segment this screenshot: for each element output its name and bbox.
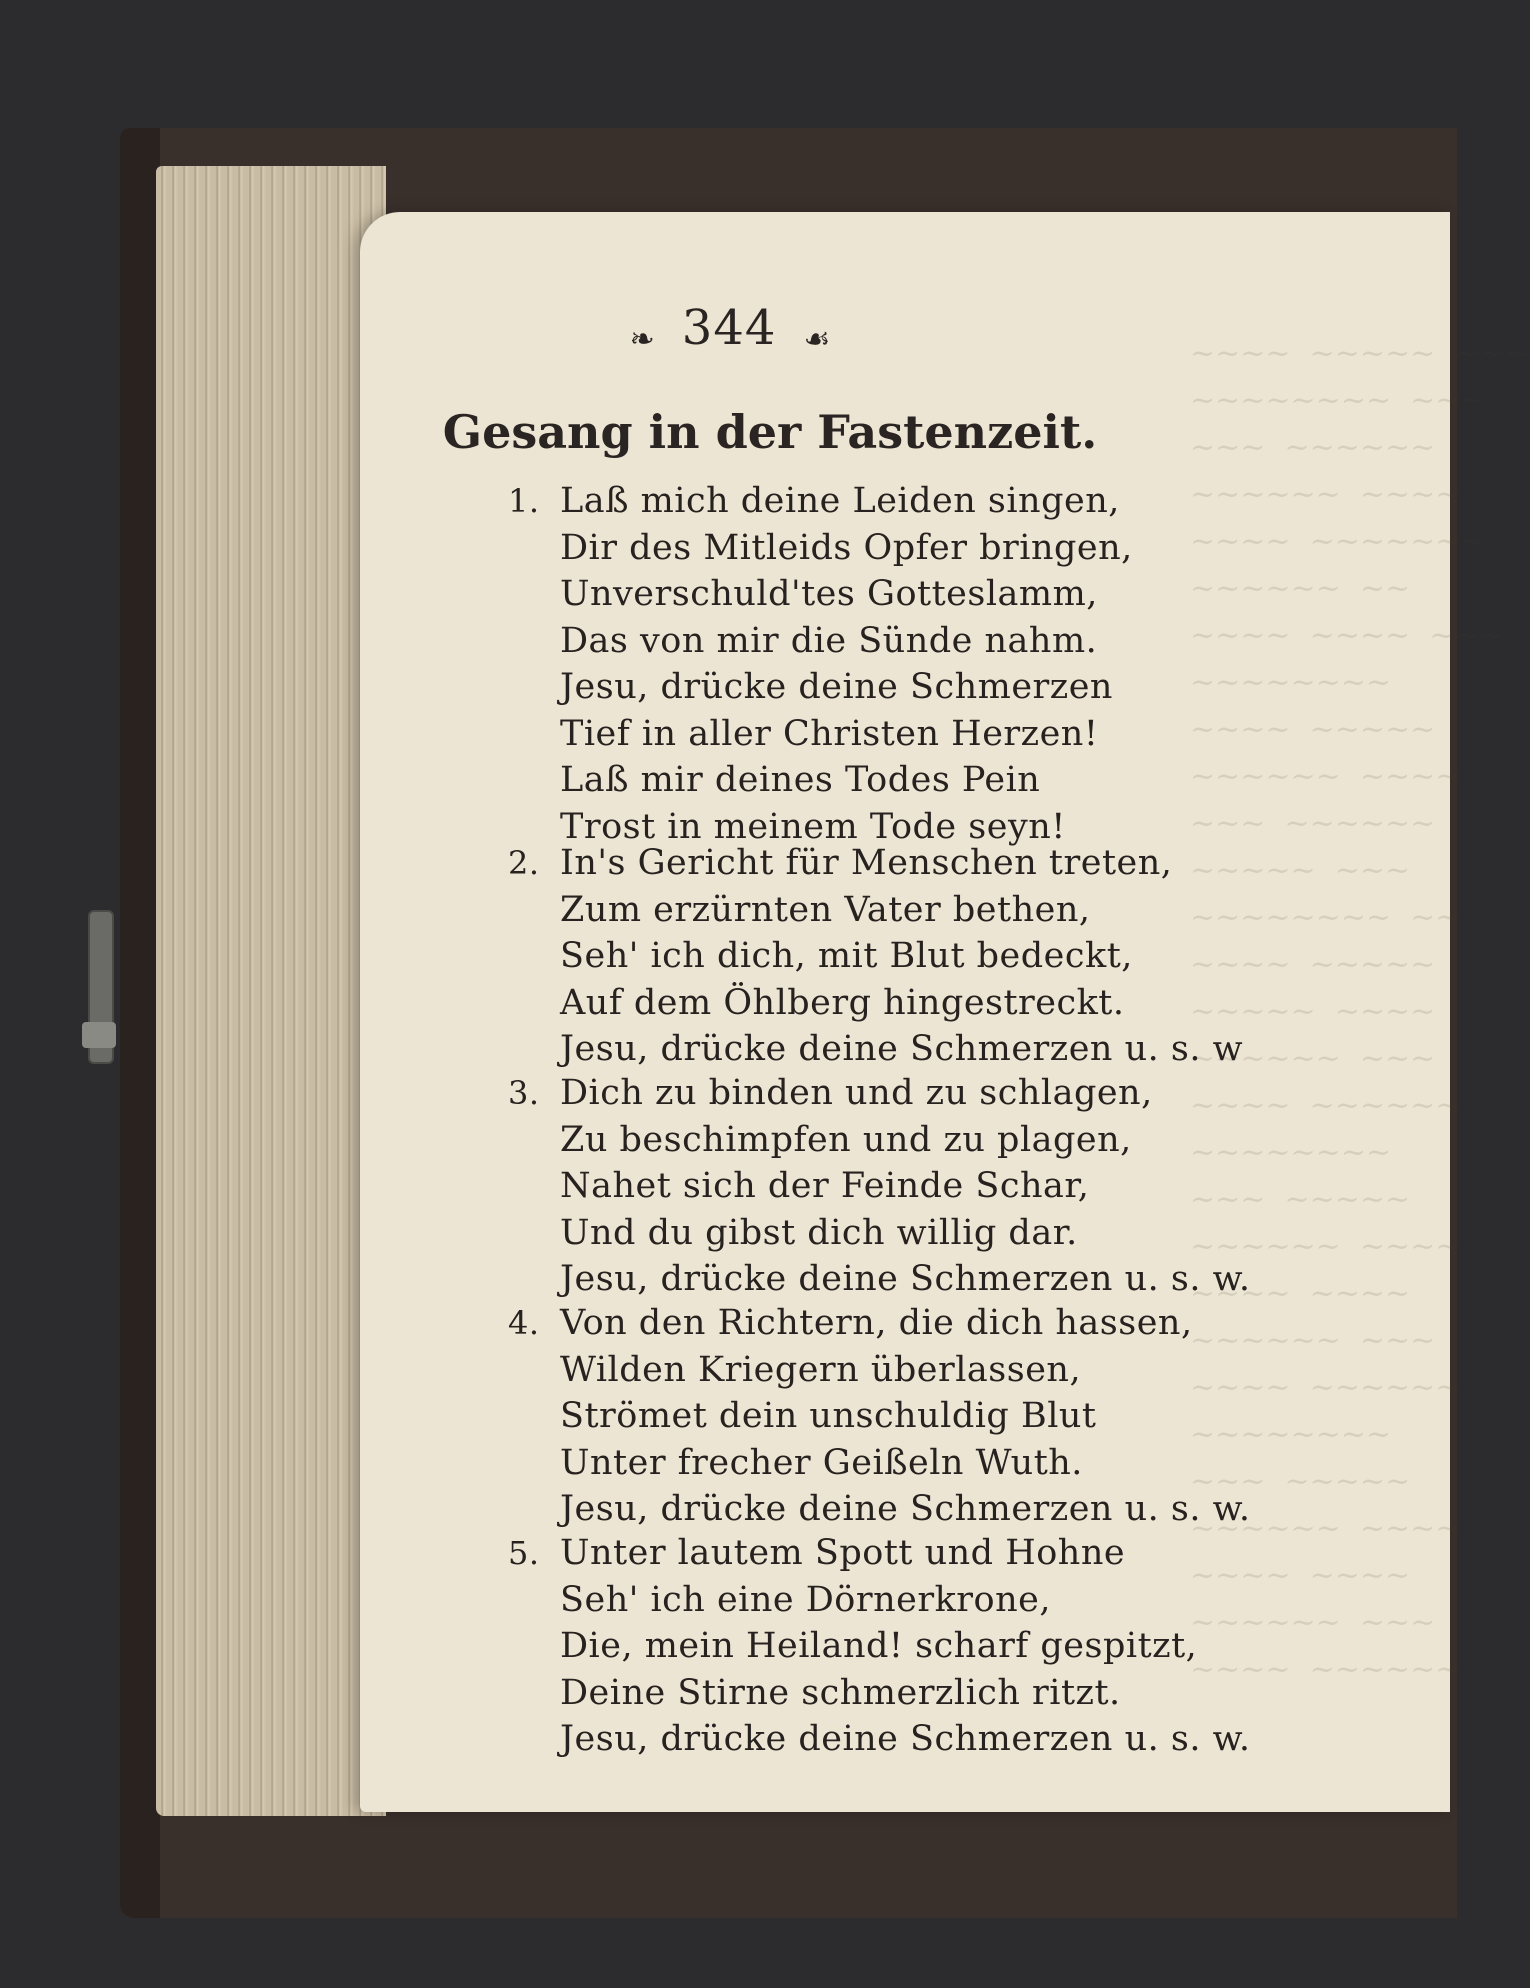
verse-line: Dir des Mitleids Opfer bringen, [560, 527, 1133, 568]
verse-line: Unverschuld'tes Gotteslamm, [560, 574, 1098, 614]
show-through-text: ~~~~ ~~~~~ ~~~ ~~~~~~~~ ~~~ ~~~~~~ ~~~~~~ ~~~~ ~~~~ ~~~~~~~ ~~~~~~ ~~ ~~~~ ~~~~ ~~~ ~~~~~~~~ ~~~~ ~~~~~ ~~~~~~ ~~~~ ~~~ ~~~~~~ ~~~~~ ~~~ ~~~~~~~~ ~~ ~~~~ ~~~~~ ~~~~~ ~~~~ ~~~~~~ ~~~ ~~~~ ~~~~~~ ~~~~~~~~ ~~~ ~~~~~ ~~~~~~ ~~~~ ~~~~ ~~~~ ~~~~~~ ~~~ ~~~~ ~~~~~~ ~~~~~~~~ ~~~ ~~~~~ ~~~~~~ ~~~~ ~~~~ ~~~~ ~~~~~~ ~~~ ~~~~ ~~~~~~ [1190, 336, 1530, 1687]
stanza-3 [508, 1070, 1251, 1303]
verse-line: Unter frecher Geißeln Wuth. [560, 1442, 1083, 1483]
ornament-right: ☙ [803, 322, 831, 357]
verse-line: Jesu, drücke deine Schmerzen u. s. w. [560, 1719, 1251, 1759]
stanza-number: 4. [508, 1304, 540, 1342]
verse-line: Die, mein Heiland! scharf gespitzt, [560, 1626, 1198, 1666]
stanza-number: 3. [508, 1074, 540, 1112]
ornament-left: ❧ [629, 322, 655, 357]
verse-line: Wilden Kriegern überlassen, [560, 1349, 1082, 1390]
verse-line: Deine Stirne schmerzlich ritzt. [560, 1672, 1121, 1713]
verse-line: Und du gibst dich willig dar. [560, 1212, 1078, 1253]
verse-line: Zum erzürnten Vater bethen, [560, 889, 1091, 930]
verse-line: Strömet dein unschuldig Blut [560, 1396, 1097, 1436]
verse-line: Jesu, drücke deine Schmerzen [560, 667, 1113, 707]
stanza-number: 2. [508, 844, 540, 882]
verse-line: Auf dem Öhlberg hingestreckt. [560, 982, 1125, 1023]
page-stack-edges [156, 166, 386, 1816]
verse-line: Laß mir deines Todes Pein [560, 760, 1041, 800]
stanza-5 [508, 1530, 1251, 1763]
verse-line: Seh' ich dich, mit Blut bedeckt, [560, 936, 1133, 976]
stanza-4 [508, 1300, 1251, 1533]
stanza-2 [508, 840, 1244, 1073]
verse-line: Jesu, drücke deine Schmerzen u. s. w. [560, 1259, 1251, 1299]
verse-line: 3. Dich zu binden und zu schlagen, [560, 1070, 1251, 1117]
verse-line: Jesu, drücke deine Schmerzen u. s. w [560, 1029, 1244, 1069]
verse-line: Trost in meinem Tode seyn! [560, 806, 1066, 847]
verse-line: 5. Unter lautem Spott und Hohne [560, 1530, 1251, 1577]
stanza-number: 1. [508, 482, 540, 520]
verse-line: 2. In's Gericht für Menschen treten, [560, 840, 1243, 887]
verse-line: Das von mir die Sünde nahm. [560, 620, 1098, 661]
verse-line: Zu beschimpfen und zu plagen, [560, 1119, 1132, 1160]
verse-line: Tief in aller Christen Herzen! [560, 713, 1099, 754]
page-header [360, 300, 1100, 357]
page-number: 344 [681, 300, 777, 356]
hymn-title: Gesang in der Fastenzeit. [442, 405, 1098, 459]
verse-line: 1. Laß mich deine Leiden singen, [560, 478, 1133, 525]
verse-line: Seh' ich eine Dörnerkrone, [560, 1579, 1051, 1620]
verse-line: Jesu, drücke deine Schmerzen u. s. w. [560, 1489, 1251, 1529]
verse-line: Nahet sich der Feinde Schar, [560, 1166, 1090, 1206]
stanza-1 [508, 478, 1133, 850]
verse-line: 4. Von den Richtern, die dich hassen, [560, 1300, 1251, 1347]
book-spine-edge [120, 128, 160, 1918]
stanza-number: 5. [508, 1534, 540, 1572]
book-clasp [88, 910, 114, 1064]
